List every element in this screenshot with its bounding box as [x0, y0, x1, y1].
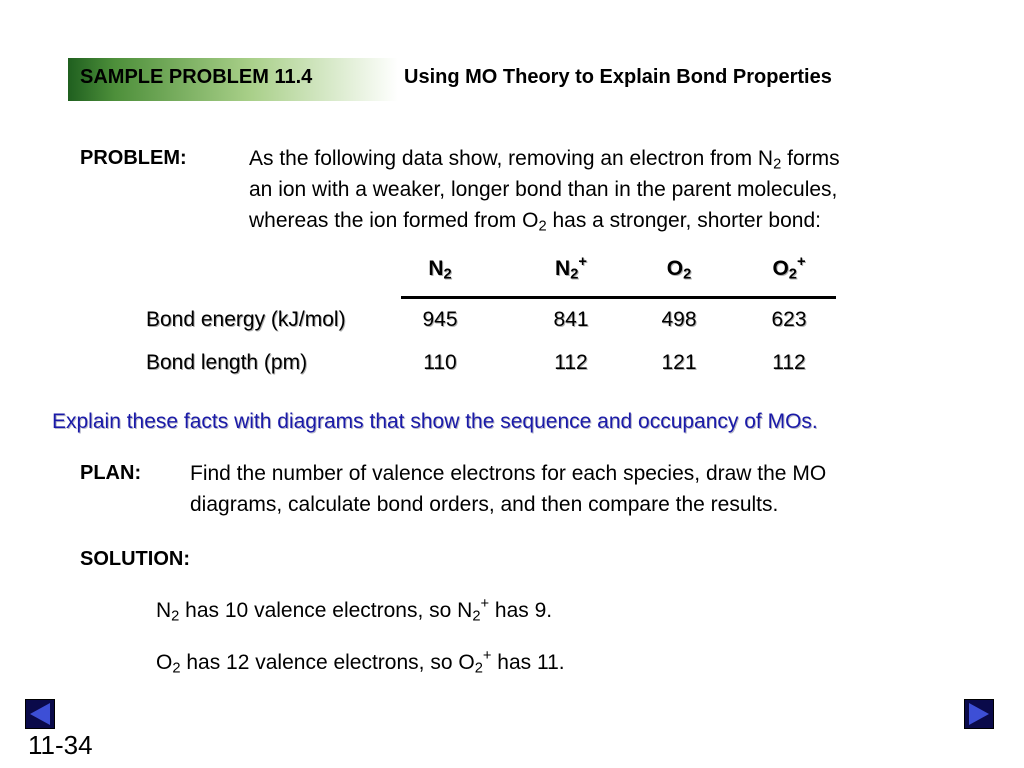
- plan-line-1: Find the number of valence electrons for each species, draw the MO: [190, 462, 827, 485]
- plan-text: [190, 458, 826, 520]
- column-header-o2-plus: $O_2^+$: [772, 254, 806, 283]
- table-cell: 112: [554, 351, 588, 374]
- table-cell: 841: [553, 308, 589, 331]
- row-label-bond-length: Bond length (pm): [146, 351, 308, 374]
- slide-title: Using MO Theory to Explain Bond Properties: [404, 66, 832, 88]
- previous-slide-button[interactable]: [25, 699, 55, 729]
- plan-line-2: diagrams, calculate bond orders, and then compare the results.: [190, 493, 779, 516]
- table-cell: 498: [661, 308, 697, 331]
- problem-label: PROBLEM:: [80, 147, 187, 169]
- explain-prompt: Explain these facts with diagrams that show the sequence and occupancy of MOs.: [52, 410, 818, 433]
- problem-line-1: As the following data show, removing an electron from $N_2$ forms: [249, 147, 840, 173]
- column-header-n2-plus: $N_2^+$: [555, 254, 587, 283]
- table-cell: 945: [422, 308, 458, 331]
- table-cell: 112: [772, 351, 806, 374]
- problem-line-2: an ion with a weaker, longer bond than in the parent molecules,: [249, 178, 838, 201]
- table-cell: 121: [661, 351, 697, 374]
- solution-line-1: $N_2$ has 10 valence electrons, so $N_2^+$ has 9.: [156, 596, 553, 625]
- solution-line-2: $O_2$ has 12 valence electrons, so $O_2^+$ has 11.: [156, 648, 565, 677]
- table-header-rule: [401, 296, 836, 299]
- column-header-o2: $O_2$: [666, 257, 692, 283]
- triangle-right-icon: [965, 700, 993, 728]
- table-cell: 110: [423, 351, 457, 374]
- table-cell: 623: [771, 308, 807, 331]
- sample-problem-label: SAMPLE PROBLEM 11.4: [80, 66, 313, 88]
- column-header-n2: $N_2$: [428, 257, 452, 283]
- problem-text: [249, 143, 840, 236]
- next-slide-button[interactable]: [964, 699, 994, 729]
- solution-label: SOLUTION:: [80, 548, 190, 570]
- slide-number: 11-34: [28, 730, 93, 760]
- row-label-bond-energy: Bond energy (kJ/mol): [146, 308, 346, 331]
- problem-line-3: whereas the ion formed from $O_2$ has a stronger, shorter bond:: [249, 209, 821, 235]
- plan-label: PLAN:: [80, 462, 142, 484]
- triangle-left-icon: [26, 700, 54, 728]
